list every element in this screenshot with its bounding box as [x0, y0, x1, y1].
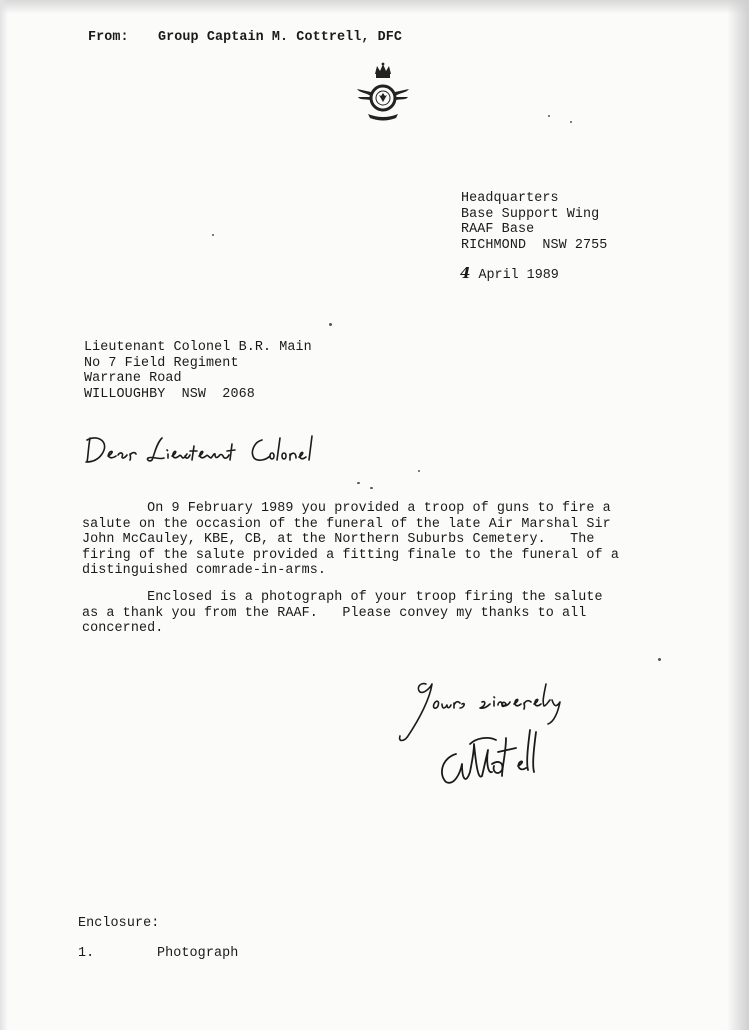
scan-edge-left: [0, 0, 8, 1030]
scan-speck: [212, 234, 214, 236]
sender-address: [461, 191, 607, 253]
scan-speck: [370, 487, 373, 489]
recipient-address-line: Lieutenant Colonel B.R. Main: [84, 340, 312, 355]
date-day-handwritten: 4: [460, 264, 471, 282]
scan-edge-top: [0, 0, 749, 14]
sender-address-line: RAAF Base: [461, 222, 535, 237]
raaf-crest-icon: [356, 62, 410, 126]
from-name: Group Captain M. Cottrell, DFC: [158, 30, 403, 45]
recipient-address-line: Warrane Road: [84, 371, 182, 386]
sender-address-line: Headquarters: [461, 191, 559, 206]
scan-speck: [418, 470, 420, 472]
scan-speck: [570, 121, 572, 123]
handwritten-salutation: [84, 428, 324, 468]
letter-date: [460, 264, 559, 283]
scan-speck: [357, 482, 360, 484]
body-line: as a thank you from the RAAF. Please convey my thanks to all: [82, 605, 587, 621]
from-label: From:: [88, 30, 129, 45]
body-line: On 9 February 1989 you provided a troop of guns to fire a: [82, 501, 611, 516]
body-line: salute on the occasion of the funeral of the late Air Marshal Sir: [82, 516, 611, 532]
date-month-year: April 1989: [470, 268, 559, 283]
sender-address-line: Base Support Wing: [461, 206, 600, 222]
recipient-address-line: No 7 Field Regiment: [84, 355, 239, 371]
enclosure-label: Enclosure:: [78, 916, 160, 931]
body-line: John McCauley, KBE, CB, at the Northern Suburbs Cemetery. The: [82, 532, 595, 547]
handwritten-signature: [436, 724, 570, 796]
enclosure-item-number: 1.: [78, 946, 95, 961]
body-line: distinguished comrade-in-arms.: [82, 563, 327, 578]
body-line: Enclosed is a photograph of your troop firing the salute: [82, 590, 603, 605]
recipient-address-line: WILLOUGHBY NSW 2068: [84, 386, 255, 402]
body-paragraph-1: [82, 501, 619, 579]
sender-address-line: RICHMOND NSW 2755: [461, 237, 608, 253]
body-paragraph-2: [82, 590, 603, 637]
body-line: firing of the salute provided a fitting finale to the funeral of a: [82, 547, 619, 563]
enclosure-item-text: Photograph: [157, 946, 239, 961]
recipient-address: [84, 340, 312, 402]
scan-speck: [658, 658, 661, 661]
scan-speck: [548, 115, 550, 117]
scan-speck: [329, 323, 332, 326]
scan-edge-right: [727, 0, 749, 1030]
body-line: concerned.: [82, 621, 164, 636]
